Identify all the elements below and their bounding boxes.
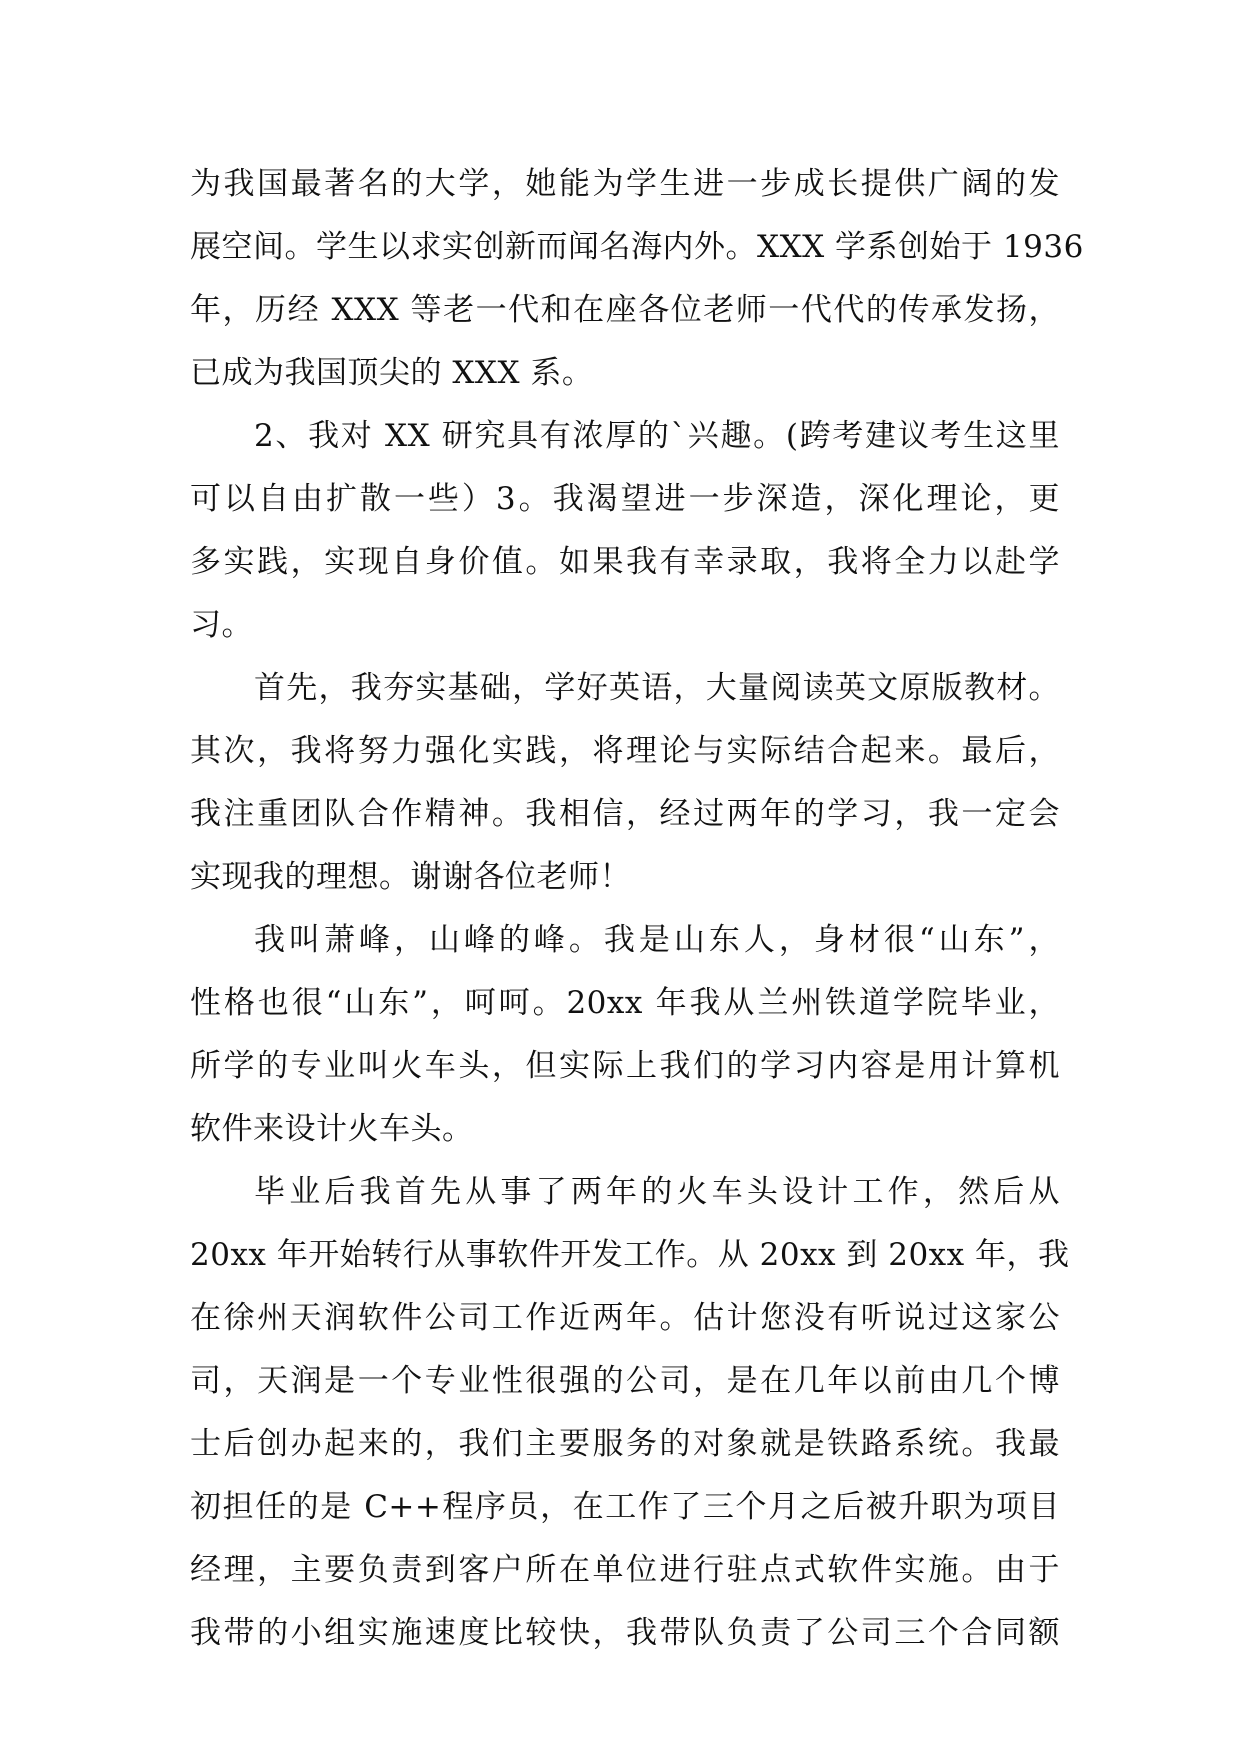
text-line: 已成为我国顶尖的 XXX 系。 bbox=[190, 355, 594, 391]
text-line: 软件来设计火车头。 bbox=[190, 1111, 474, 1147]
text-line: 司，天润是一个专业性很强的公司，是在几年以前由几个博 bbox=[190, 1363, 1060, 1399]
text-line: 初担任的是 C++程序员，在工作了三个月之后被升职为项目 bbox=[190, 1489, 1060, 1525]
text-line: 我注重团队合作精神。我相信，经过两年的学习，我一定会 bbox=[190, 796, 1060, 832]
text-line: 展空间。学生以求实创新而闻名海内外。XXX 学系创始于 1936 bbox=[190, 229, 1084, 265]
text-line: 首先，我夯实基础，学好英语，大量阅读英文原版教材。 bbox=[254, 670, 1060, 706]
text-line: 多实践，实现自身价值。如果我有幸录取，我将全力以赴学 bbox=[190, 544, 1060, 580]
document-body bbox=[190, 153, 1084, 1665]
text-line: 实现我的理想。谢谢各位老师！ bbox=[190, 859, 631, 895]
text-line: 年，历经 XXX 等老一代和在座各位老师一代代的传承发扬， bbox=[190, 292, 1060, 328]
text-line: 习。 bbox=[190, 607, 253, 643]
text-line: 性格也很“山东”，呵呵。20xx 年我从兰州铁道学院毕业， bbox=[190, 985, 1060, 1021]
text-line: 我叫萧峰，山峰的峰。我是山东人，身材很“山东”， bbox=[254, 922, 1060, 958]
text-line: 在徐州天润软件公司工作近两年。估计您没有听说过这家公 bbox=[190, 1300, 1060, 1336]
text-line: 士后创办起来的，我们主要服务的对象就是铁路系统。我最 bbox=[190, 1426, 1060, 1462]
text-line: 所学的专业叫火车头，但实际上我们的学习内容是用计算机 bbox=[190, 1048, 1060, 1084]
text-line: 毕业后我首先从事了两年的火车头设计工作，然后从 bbox=[254, 1174, 1060, 1210]
text-line: 经理，主要负责到客户所在单位进行驻点式软件实施。由于 bbox=[190, 1552, 1060, 1588]
text-line: 其次，我将努力强化实践，将理论与实际结合起来。最后， bbox=[190, 733, 1060, 769]
text-line: 20xx 年开始转行从事软件开发工作。从 20xx 到 20xx 年，我 bbox=[190, 1237, 1070, 1273]
text-line: 2、我对 XX 研究具有浓厚的`兴趣。(跨考建议考生这里 bbox=[254, 418, 1060, 454]
text-line: 为我国最著名的大学，她能为学生进一步成长提供广阔的发 bbox=[190, 166, 1060, 202]
text-line: 我带的小组实施速度比较快，我带队负责了公司三个合同额 bbox=[190, 1615, 1060, 1651]
text-line: 可以自由扩散一些）3。我渴望进一步深造，深化理论，更 bbox=[190, 481, 1060, 517]
